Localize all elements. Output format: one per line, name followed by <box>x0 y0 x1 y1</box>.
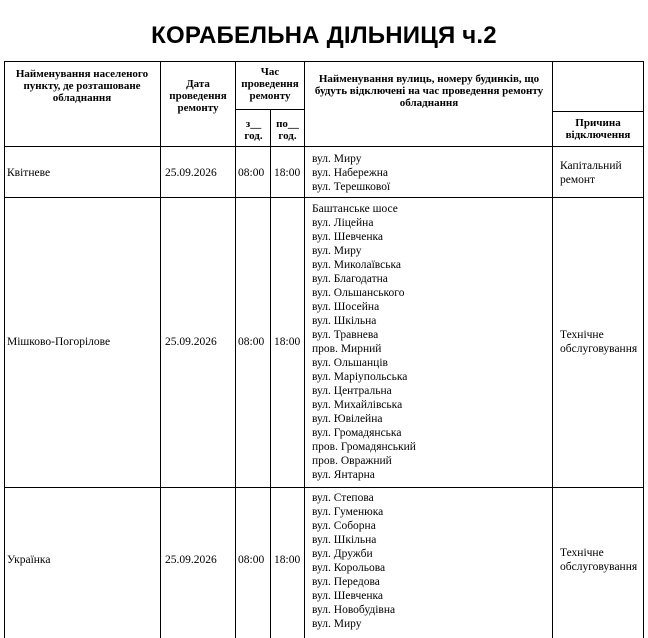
street-item: вул. Шевченка <box>312 590 384 602</box>
street-item: вул. Благодатна <box>312 273 388 285</box>
street-item: вул. Ліцейна <box>312 217 374 229</box>
col-divider-from-to <box>270 109 271 638</box>
street-item: вул. Миру <box>312 245 362 257</box>
street-item: вул. Новобудівна <box>312 604 396 616</box>
street-item: вул. Громадянська <box>312 427 402 439</box>
street-item: вул. Шевченка <box>312 231 384 243</box>
street-item: вул. Передова <box>312 576 380 588</box>
col-divider-reason <box>552 61 553 638</box>
header-bottom-border <box>4 146 644 147</box>
street-item: вул. Терешкової <box>312 181 391 193</box>
street-item: вул. Ольшанського <box>312 287 405 299</box>
street-item: вул. Шкільна <box>312 534 377 546</box>
cell-reason: Капітальний ремонт <box>560 160 622 186</box>
cell-to: 18:00 <box>274 167 301 179</box>
street-item: вул. Степова <box>312 492 374 504</box>
col-divider-date <box>160 61 161 638</box>
header-from: з__ год. <box>244 118 263 142</box>
street-item: вул. Гуменюка <box>312 506 384 518</box>
header-to: по__ год. <box>276 118 299 142</box>
street-item: вул. Шосейна <box>312 301 380 313</box>
cell-from: 08:00 <box>238 336 265 348</box>
street-item: вул. Миколаївська <box>312 259 402 271</box>
header-reason: Причина відключення <box>565 117 631 141</box>
reason-header-divider <box>552 111 644 112</box>
street-item: вул. Ювілейна <box>312 413 383 425</box>
street-item: вул. Соборна <box>312 520 376 532</box>
cell-settlement: Мішково-Погорілове <box>7 336 111 348</box>
row-divider-1 <box>4 197 644 198</box>
cell-date: 25.09.2026 <box>165 167 217 179</box>
street-item: пров. Громадянський <box>312 441 416 453</box>
street-item: вул. Янтарна <box>312 469 375 481</box>
cell-to: 18:00 <box>274 554 301 566</box>
cell-from: 08:00 <box>238 554 265 566</box>
street-item: вул. Миру <box>312 153 362 165</box>
cell-settlement: Квітневе <box>7 167 51 179</box>
header-time: Час проведення ремонту <box>241 66 299 102</box>
street-item: вул. Миру <box>312 618 362 630</box>
street-item: вул. Шкільна <box>312 315 377 327</box>
street-item: пров. Мирний <box>312 343 382 355</box>
col-divider-streets <box>304 61 305 638</box>
street-item: вул. Михайлівська <box>312 399 403 411</box>
cell-reason: Технічне обслуговування <box>560 547 638 573</box>
table-border-right <box>643 61 644 638</box>
street-item: пров. Овражний <box>312 455 392 467</box>
table-border-left <box>4 61 5 638</box>
cell-streets <box>312 202 416 482</box>
cell-date: 25.09.2026 <box>165 554 217 566</box>
cell-settlement: Українка <box>7 554 51 566</box>
header-date: Дата проведення ремонту <box>169 78 227 114</box>
row-divider-2 <box>4 487 644 488</box>
cell-date: 25.09.2026 <box>165 336 217 348</box>
col-divider-time <box>235 61 236 638</box>
header-settlement: Найменування населеного пункту, де розташоване обладнання <box>15 68 149 104</box>
page-title: КОРАБЕЛЬНА ДІЛЬНИЦЯ ч.2 <box>151 22 497 49</box>
table-border-top <box>4 61 644 62</box>
cell-streets <box>312 152 390 194</box>
street-item: Баштанське шосе <box>312 203 398 215</box>
cell-to: 18:00 <box>274 336 301 348</box>
street-item: вул. Набережна <box>312 167 389 179</box>
street-item: вул. Травнева <box>312 329 379 341</box>
cell-from: 08:00 <box>238 167 265 179</box>
cell-streets <box>312 491 395 631</box>
header-streets: Найменування вулиць, номеру будинків, що будуть відключені на час проведення ремонту обладнання <box>314 73 544 109</box>
street-item: вул. Маріупольська <box>312 371 408 383</box>
street-item: вул. Центральна <box>312 385 392 397</box>
cell-reason: Технічне обслуговування <box>560 329 638 355</box>
street-item: вул. Корольова <box>312 562 386 574</box>
street-item: вул. Ольшанців <box>312 357 388 369</box>
street-item: вул. Дружби <box>312 548 373 560</box>
